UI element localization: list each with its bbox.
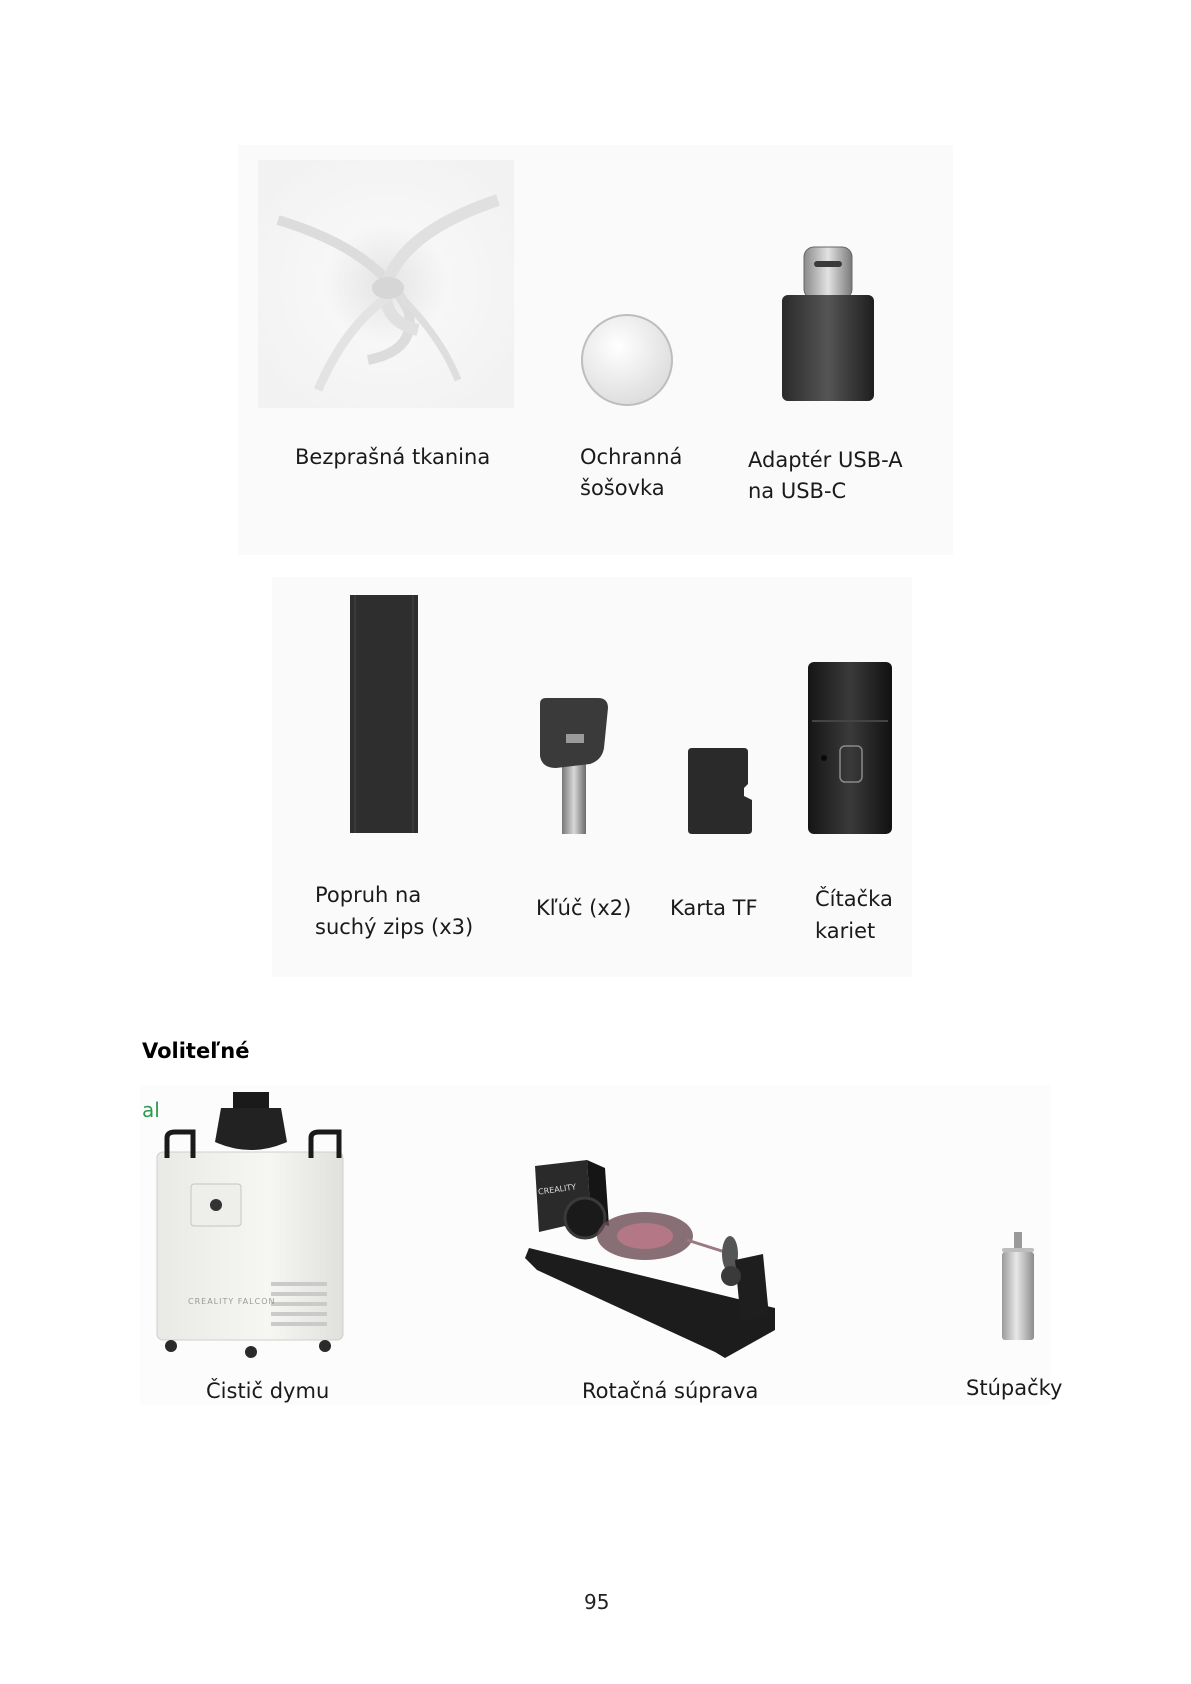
velcro-strap-label-line2: suchý zips (x3)	[315, 915, 474, 939]
rotary-kit-logo: CREALITY	[537, 1182, 577, 1197]
rotary-kit-label: Rotačná súprava	[582, 1379, 759, 1403]
card-reader-label-line2: kariet	[815, 919, 876, 943]
velcro-strap-image	[350, 595, 418, 833]
corner-text: al	[142, 1098, 160, 1122]
key-image	[538, 698, 610, 834]
smoke-purifier-logo: CREALITY FALCON	[188, 1297, 276, 1306]
usb-adapter-label-line2: na USB-C	[748, 479, 847, 503]
lens-label-line2: šošovka	[580, 476, 665, 500]
cloth-image	[258, 160, 514, 408]
card-reader-image	[808, 662, 892, 834]
tf-card-label: Karta TF	[670, 896, 758, 920]
risers-image	[1000, 1232, 1036, 1342]
velcro-strap-label-line1: Popruh na	[315, 883, 422, 907]
lens-image	[580, 313, 674, 407]
cloth-label: Bezprašná tkanina	[295, 445, 491, 469]
optional-heading: Voliteľné	[142, 1039, 250, 1063]
risers-label: Stúpačky	[966, 1376, 1063, 1400]
key-label: Kľúč (x2)	[536, 896, 632, 920]
lens-label-line1: Ochranná	[580, 445, 683, 469]
smoke-purifier-label: Čistič dymu	[206, 1379, 330, 1403]
page-number: 95	[584, 1590, 610, 1614]
tf-card-image	[688, 748, 752, 834]
card-reader-label-line1: Čítačka	[815, 887, 893, 911]
usb-adapter-label-line1: Adaptér USB-A	[748, 448, 903, 472]
usb-adapter-image	[780, 245, 876, 405]
smoke-purifier-image	[145, 1092, 355, 1362]
